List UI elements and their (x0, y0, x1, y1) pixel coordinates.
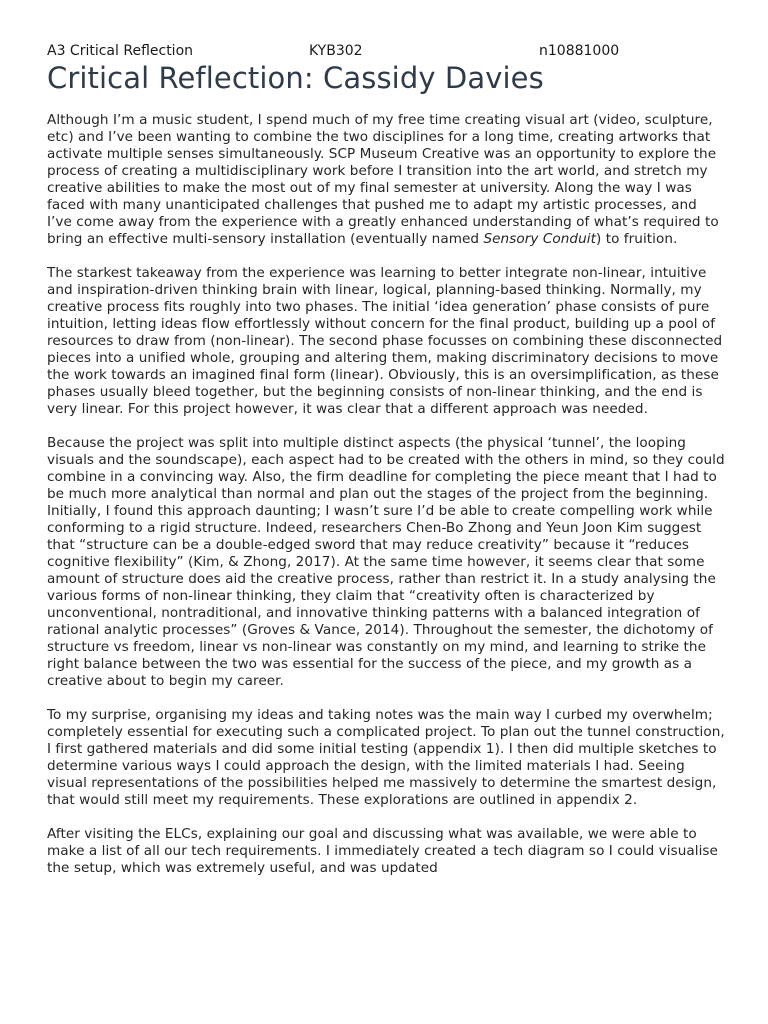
paragraph-1-end: ) to fruition. (595, 231, 678, 247)
header-unit-code: KYB302 (309, 43, 363, 59)
paragraph-3: Because the project was split into multiple distinct aspects (the physical ‘tunnel’, the looping visuals and the soundscape), each aspect had to be created with the others in mind, so they could combine in a convincing way. Also, the firm deadline for completing the piece meant that I had to be much more analytical than normal and plan out the stages of the project from the beginning. Initially, I found this approach daunting; I wasn’t sure I’d be able to create compelling work while conforming to a rigid structure. Indeed, researchers Chen-Bo Zhong and Yeun Joon Kim suggest that “structure can be a double-edged sword that may reduce creativity” because it “reduces cognitive flexibility” (Kim, & Zhong, 2017). At the same time however, it seems clear that some amount of structure does aid the creative process, rather than restrict it. In a study analysing the various forms of non-linear thinking, they claim that “creativity often is characterized by unconventional, nontraditional, and innovative thinking patterns with a balanced integration of rational analytic processes” (Groves & Vance, 2014). Throughout the semester, the dichotomy of structure vs freedom, linear vs non-linear was constantly on my mind, and learning to strike the right balance between the two was essential for the success of the piece, and my growth as a creative about to begin my career. (47, 435, 725, 689)
paragraph-1-text: Although I’m a music student, I spend much of my free time creating visual art (video, sculpture, etc) and I’ve been wanting to combine the two disciplines for a long time, creating artworks that activate multiple senses simultaneously. SCP Museum Creative was an opportunity to explore the process of creating a multidisciplinary work before I transition into the art world, and stretch my creative abilities to make the most out of my final semester at university. Along the way I was faced with many unanticipated challenges that pushed me to adapt my artistic processes, and I’ve come away from the experience with a greatly enhanced understanding of what’s required to bring an effective multi-sensory installation (eventually named (47, 112, 719, 247)
header-student-number: n10881000 (539, 43, 620, 59)
header-assignment: A3 Critical Reflection (47, 43, 194, 59)
paragraph-2: The starkest takeaway from the experience was learning to better integrate non-linear, intuitive and inspiration-driven thinking brain with linear, logical, planning-based thinking. Normally, my creative process fits roughly into two phases. The initial ‘idea generation’ phase consists of pure intuition, letting ideas flow effortlessly without concern for the final product, building up a pool of resources to draw from (non-linear). The second phase focusses on combining these disconnected pieces into a unified whole, grouping and altering them, making discriminatory decisions to move the work towards an imagined final form (linear). Obviously, this is an oversimplification, as these phases usually bleed together, but the beginning consists of non-linear thinking, and the end is very linear. For this project however, it was clear that a different approach was needed. (47, 265, 723, 417)
artwork-title: Sensory Conduit (483, 231, 596, 247)
document-page (47, 42, 725, 894)
paragraph-5: After visiting the ELCs, explaining our goal and discussing what was available, we were able to make a list of all our tech requirements. I immediately created a tech diagram so I could visualise the setup, which was extremely useful, and was updated (47, 826, 718, 876)
paragraph-1 (47, 112, 725, 248)
document-body (47, 112, 725, 877)
paragraph-4: To my surprise, organising my ideas and taking notes was the main way I curbed my overwhelm; completely essential for executing such a complicated project. To plan out the tunnel construction, I first gathered materials and did some initial testing (appendix 1). I then did multiple sketches to determine various ways I could approach the design, with the limited materials I had. Seeing visual representations of the possibilities helped me massively to determine the smartest design, that would still meet my requirements. These explorations are outlined in appendix 2. (47, 707, 725, 808)
page-header (47, 42, 725, 60)
document-title: Critical Reflection: Cassidy Davies (47, 61, 544, 95)
